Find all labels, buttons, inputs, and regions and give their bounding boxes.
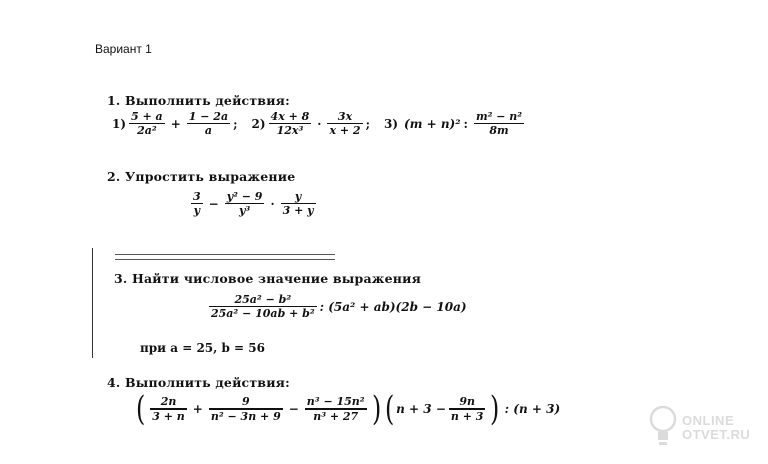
fraction: $\frac{3}{y}$	[193, 190, 201, 218]
task4-heading: 4. Выполнить действия:	[107, 375, 290, 390]
task3-expression: $\frac{\text{25a² − b²}}{\text{25a² − 10ab + b²}}$ : (5a² + ab)(2b − 10a)	[211, 293, 467, 321]
fraction: $\frac{5 + a}{\text{2a²}}$	[131, 110, 163, 138]
fraction: $\frac{2n}{3 + n}$	[152, 395, 185, 423]
watermark-line2: OTVET.RU	[682, 427, 751, 442]
margin-line	[92, 248, 93, 358]
task2-expression: $\frac{3}{y}$ − $\frac{\text{y² − 9}}{\text{y³}}$ · $\frac{y}{3 + y}$	[193, 190, 314, 218]
right-paren: )	[371, 389, 381, 429]
right-paren: )	[490, 389, 500, 429]
lightbulb-icon	[648, 404, 678, 448]
fraction: $\frac{9n}{n + 3}$	[450, 395, 484, 423]
task2-heading: 2. Упростить выражение	[107, 169, 296, 184]
fraction: $\frac{9}{\text{n² − 3n + 9}}$	[210, 395, 281, 423]
task4-expression: ( $\frac{2n}{3 + n}$ + $\frac{9}{\text{n² − 3n + 9}}$ − $\frac{\text{n³ − 15n²}}{\text{n³ + 27}}$ ) ( n + 3 − $\frac{9n}{n + 3}$ ) : (n + 3)	[135, 389, 561, 429]
fraction: $\frac{\text{y² − 9}}{\text{y³}}$	[226, 190, 263, 218]
task1-part1-label: 1)	[112, 116, 127, 131]
left-paren: (	[384, 389, 395, 429]
task1-heading: 1. Выполнить действия:	[107, 93, 290, 108]
fraction: $\frac{4x + 8}{\text{12x³}}$	[270, 110, 310, 138]
task1-expressions: 1) $\frac{5 + a}{\text{2a²}}$ + $\frac{1 - 2a}{a}$ ; 2) $\frac{4x + 8}{\text{12x³}}$ · $\frac{3x}{x + 2}$ ; 3) (m + n)² : $\frac{\text{m² − n²}}{8m}$	[112, 110, 523, 138]
task3-heading: 3. Найти числовое значение выражения	[114, 271, 421, 286]
fraction: $\frac{1 - 2a}{a}$	[188, 110, 229, 138]
watermark	[648, 398, 758, 458]
left-paren: (	[135, 389, 146, 429]
fraction: $\frac{y}{3 + y}$	[282, 190, 314, 218]
fraction: $\frac{\text{25a² − b²}}{\text{25a² − 10ab + b²}}$	[211, 293, 315, 321]
fraction: $\frac{\text{n³ − 15n²}}{\text{n³ + 27}}$	[306, 395, 365, 423]
double-rule	[115, 254, 335, 260]
fraction: $\frac{3x}{x + 2}$	[329, 110, 361, 138]
task1-part3-label: 3)	[384, 116, 399, 131]
task1-part2-label: 2)	[251, 116, 266, 131]
watermark-line1: ONLINE	[682, 413, 735, 428]
task3-given: при a = 25, b = 56	[140, 341, 265, 355]
fraction: $\frac{\text{m² − n²}}{8m}$	[475, 110, 523, 138]
variant-title: Вариант 1	[95, 42, 152, 56]
